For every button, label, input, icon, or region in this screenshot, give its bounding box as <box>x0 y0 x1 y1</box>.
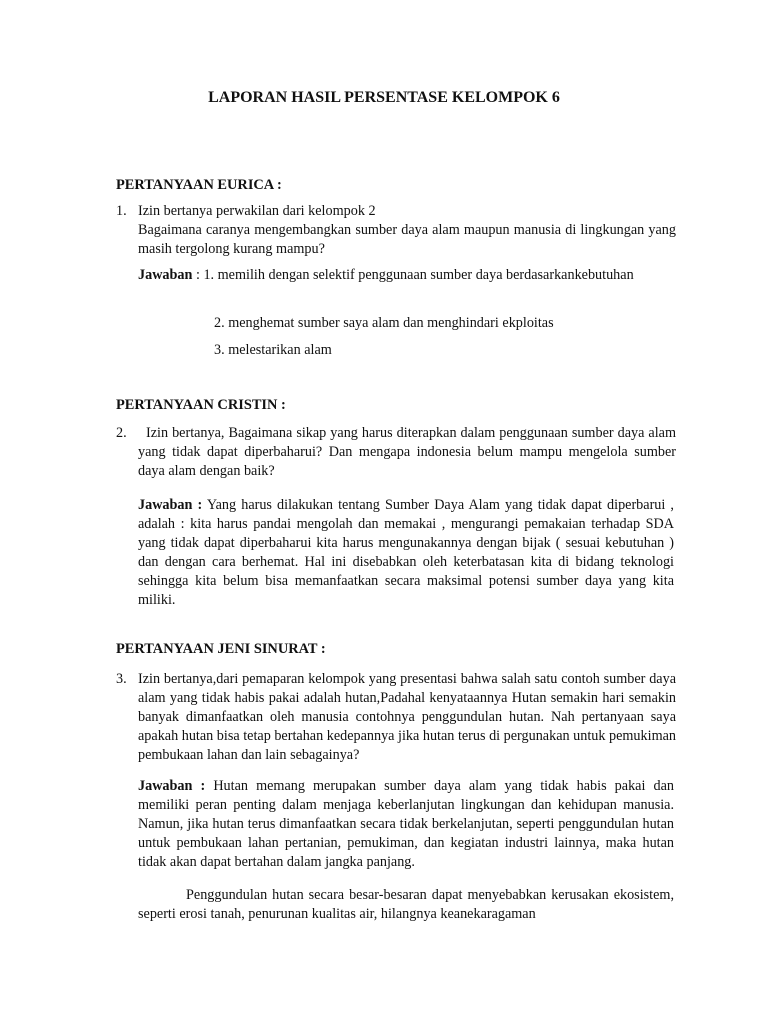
answer-block-1 <box>138 266 674 285</box>
answer-point-3: 3. melestarikan alam <box>214 342 332 358</box>
answer-block-3 <box>138 777 674 872</box>
answer-label: Jawaban <box>138 267 193 283</box>
answer-text: Yang harus dilakukan tentang Sumber Daya Alam yang tidak dapat diperbarui , adalah : kita harus pandai mengolah dan memakai , mengurangi pemakaian terhadap SDA yang tidak dapat diperbaharui kita harus mengunakannya dengan bijak ( sesuai kebutuhan ) dan dengan cara berhemat. Hal ini disebabkan oleh keterbatasan kita di bidang teknologi sehingga kita belum bisa memanfaatkan secara maksimal potensi sumber daya yang kita miliki. <box>138 497 674 608</box>
section-heading-cristin: PERTANYAAN CRISTIN : <box>116 397 286 413</box>
answer-label: Jawaban : <box>138 497 203 513</box>
question-text: Bagaimana caranya mengembangkan sumber daya alam maupun manusia di lingkungan yang masih tergolong kurang mampu? <box>138 222 676 257</box>
question-number: 2. <box>116 425 127 441</box>
question-item-2 <box>116 424 676 481</box>
answer-point-2: 2. menghemat sumber saya alam dan menghindari ekploitas <box>214 315 554 331</box>
answer-text: Hutan memang merupakan sumber daya alam yang tidak habis pakai dan memiliki peran penting dalam menjaga keberlanjutan lingkungan dan kehidupan manusia. Namun, jika hutan terus dimanfaatkan secara tidak berkelanjutan, seperti penggundulan hutan untuk pembukaan lahan pertanian, pemukiman, dan kegiatan industri lainnya, maka hutan tidak akan dapat bertahan dalam jangka panjang. <box>138 778 674 870</box>
section-heading-jeni-sinurat: PERTANYAAN JENI SINURAT : <box>116 641 326 657</box>
question-text: Izin bertanya, Bagaimana sikap yang harus diterapkan dalam penggunaan sumber daya alam yang tidak dapat diperbaharui? Dan mengapa indonesia belum mampu mengelola sumber daya alam dengan baik? <box>138 425 676 479</box>
question-item-3 <box>116 670 676 765</box>
question-text: Izin bertanya,dari pemaparan kelompok yang presentasi bahwa salah satu contoh sumber daya alam yang tidak habis pakai adalah hutan,Padahal kenyataannya Hutan semakin hari semakin banyak dimanfaatkan oleh manusia contohnya penggundulan hutan. Nah pertanyaan saya apakah hutan bisa tetap bertahan kedepannya jika hutan terus di pergunakan untuk pemukiman pembukaan lahan dan lain sebagainya? <box>138 671 676 763</box>
section-heading-eurica: PERTANYAAN EURICA : <box>116 177 282 193</box>
question-number: 3. <box>116 671 127 687</box>
answer-continuation: Penggundulan hutan secara besar-besaran dapat menyebabkan kerusakan ekosistem, seperti erosi tanah, penurunan kualitas air, hilangnya keanekaragaman <box>138 887 674 922</box>
answer-separator: : <box>195 267 200 283</box>
question-number: 1. <box>116 203 127 219</box>
answer-point-1: 1. memilih dengan selektif penggunaan sumber daya berdasarkankebutuhan <box>203 267 634 283</box>
question-intro: Izin bertanya perwakilan dari kelompok 2 <box>138 203 376 219</box>
question-item-1 <box>116 202 676 259</box>
answer-label: Jawaban : <box>138 778 206 794</box>
answer-block-2 <box>138 496 674 610</box>
document-title: LAPORAN HASIL PERSENTASE KELOMPOK 6 <box>208 89 560 106</box>
